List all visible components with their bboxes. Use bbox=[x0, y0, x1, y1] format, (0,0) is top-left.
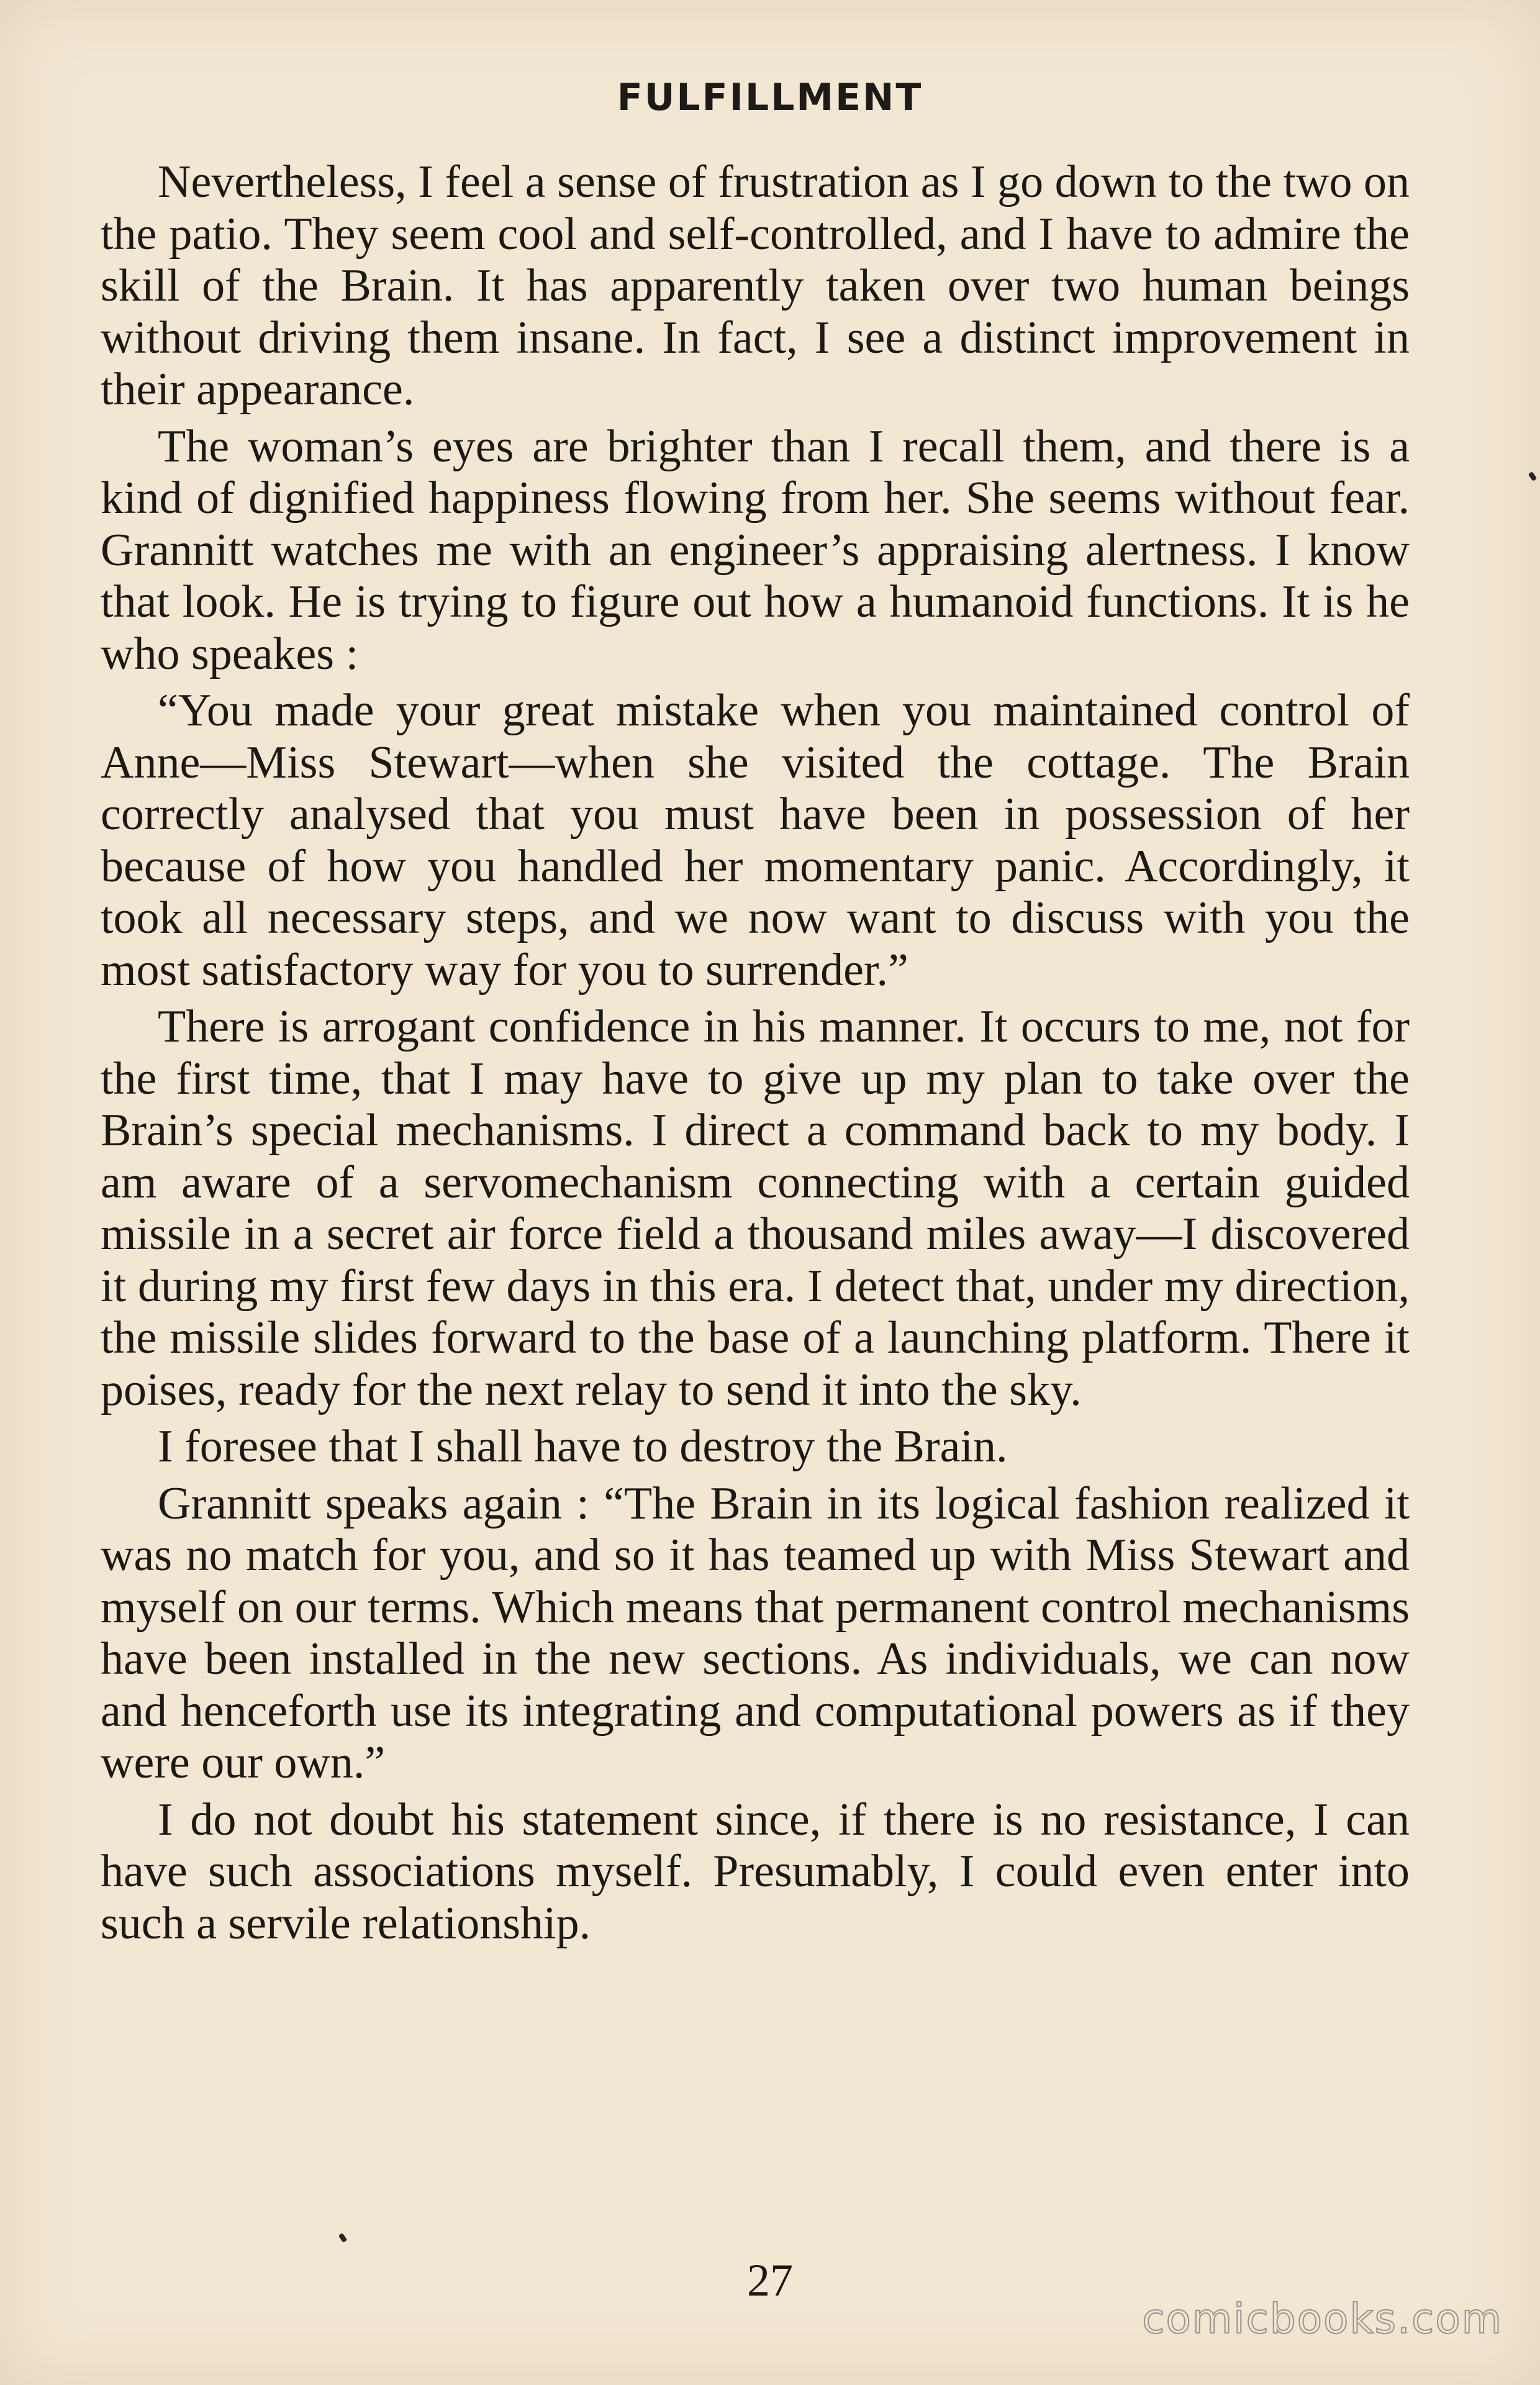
paragraph: There is arrogant confidence in his manner. It occurs to me, not for the first time, that I may have to give up my plan to take over the Brain’s special mechanisms. I direct a command back to my body. I am aware of a servomechanism connecting with a certain guided missile in a secret air force field a thousand miles away—I discovered it during my first few days in this era. I detect that, under my direction, the missile slides forward to the base of a launching platform. There it poises, ready for the next relay to send it into the sky. bbox=[101, 1001, 1410, 1415]
running-header: FULFILLMENT bbox=[617, 76, 923, 119]
watermark: comicbooks.com bbox=[1142, 2295, 1503, 2343]
ink-speck bbox=[338, 2233, 348, 2243]
ink-speck bbox=[1528, 471, 1538, 481]
paragraph: Nevertheless, I feel a sense of frustration as I go down to the two on the patio. They seem cool and self-controlled, and I have to admire the skill of the Brain. It has apparently taken over two human beings without driving them insane. In fact, I see a distinct improvement in their appearance. bbox=[101, 157, 1410, 415]
paragraph: The woman’s eyes are brighter than I recall them, and there is a kind of dignified happiness flowing from her. She seems without fear. Grannitt watches me with an engineer’s appraising alertness. I know that look. He is trying to figure out how a humanoid functions. It is he who speakes : bbox=[101, 420, 1410, 679]
paragraph: I foresee that I shall have to destroy the Brain. bbox=[158, 1421, 1008, 1472]
page-number: 27 bbox=[747, 2255, 793, 2306]
paragraph: Grannitt speaks again : “The Brain in its logical fashion realized it was no match for you, and so it has teamed up with Miss Stewart and myself on our terms. Which means that permanent control mechanisms have been installed in the new sections. As individuals, we can now and henceforth use its integrating and computational powers as if they were our own.” bbox=[101, 1478, 1410, 1788]
body-text bbox=[101, 157, 1410, 1955]
paragraph: I do not doubt his statement since, if there is no resistance, I can have such associations myself. Presumably, I could even enter into such a servile relationship. bbox=[101, 1794, 1410, 1949]
paragraph: “You made your great mistake when you maintained control of Anne—Miss Stewart—when she visited the cottage. The Brain correctly analysed that you must have been in possession of her because of how you handled her momentary panic. Accordingly, it took all necessary steps, and we now want to discuss with you the most satisfactory way for you to surrender.” bbox=[101, 685, 1410, 996]
